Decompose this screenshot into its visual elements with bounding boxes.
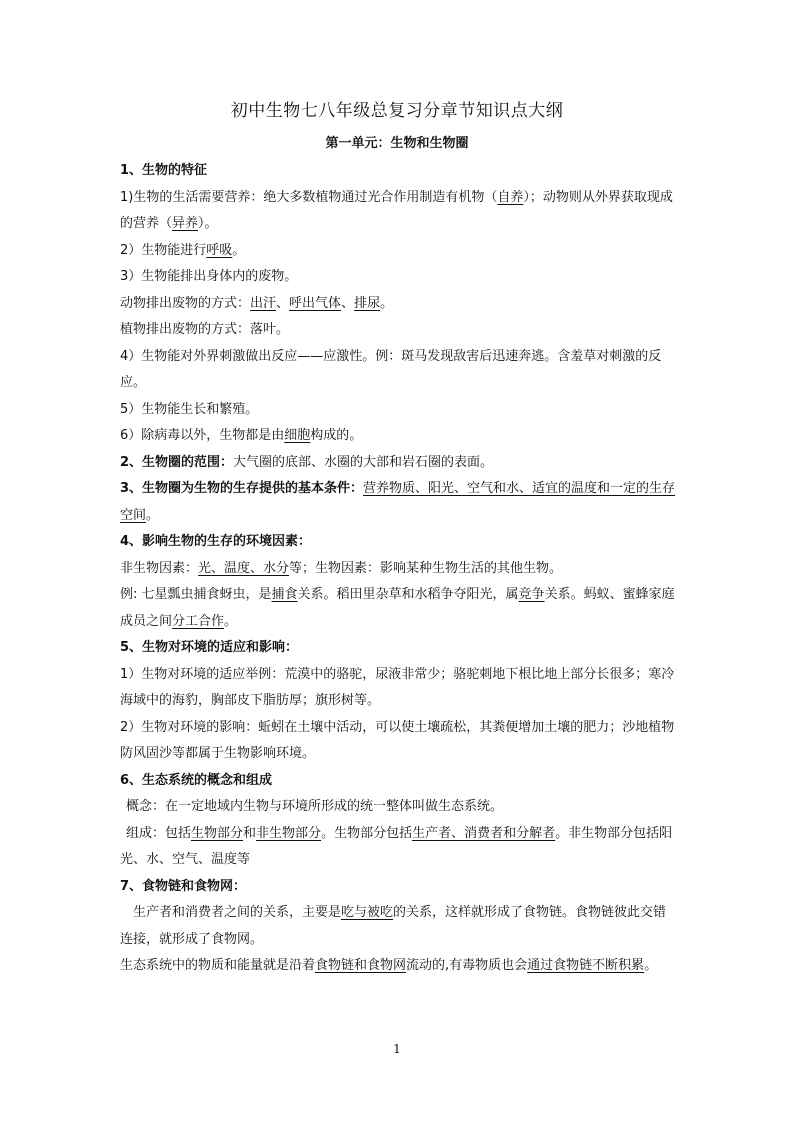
paragraph-growth: 5）生物能生长和繁殖。	[120, 401, 259, 417]
paragraph-ecosystem-composition: 组成：包括生物部分和非生物部分。生物部分包括生产者、消费者和分解者。非生物部分包括阳光、水、空气、温度等	[120, 825, 673, 867]
section-heading-2: 2、生物圈的范围：	[120, 454, 234, 470]
paragraph-animal-excretion: 动物排出废物的方式：出汗、呼出气体、排尿。	[120, 295, 394, 311]
paragraph-factors: 非生物因素：光、温度、水分等；生物因素：影响某种生物生活的其他生物。	[120, 560, 563, 576]
paragraph-influence: 2）生物对环境的影响：蚯蚓在土壤中活动，可以使土壤疏松，其粪便增加土壤的肥力；沙地植物防风固沙等都属于生物影响环境。	[120, 719, 675, 761]
section-basic-conditions: 3、生物圈为生物的生存提供的基本条件：营养物质、阳光、空气和水、适宜的温度和一定的生存空间。	[120, 481, 676, 523]
unit-title: 第一单元：生物和生物圈	[325, 136, 469, 151]
section-heading-7: 7、食物链和食物网：	[120, 878, 247, 894]
section-heading-4: 4、影响生物的生存的环境因素：	[120, 534, 312, 549]
paragraph-plant-excretion: 植物排出废物的方式：落叶。	[120, 322, 290, 337]
paragraph-response: 4）生物能对外界刺激做出反应——应激性。例：斑马发现敌害后迅速奔逃。含羞草对刺激的反应。	[120, 348, 662, 390]
paragraph-food-chain: 生产者和消费者之间的关系，主要是吃与被吃的关系，这样就形成了食物链。食物链彼此交错连接，就形成了食物网。	[120, 905, 667, 947]
paragraph-energy-flow: 生态系统中的物质和能量就是沿着食物链和食物网流动的,有毒物质也会通过食物链不断积累。	[120, 958, 658, 973]
document-title: 初中生物七八年级总复习分章节知识点大纲	[230, 101, 564, 121]
paragraph-cells: 6）除病毒以外，生物都是由细胞构成的。	[120, 428, 363, 443]
paragraph-respiration: 2）生物能进行呼吸。	[120, 242, 246, 258]
paragraph-relations-example: 例: 七星瓢虫捕食蚜虫，是捕食关系。稻田里杂草和水稻争夺阳光，属竞争关系。蚂蚁、蜜蜂家庭成员之间分工合作。	[120, 587, 675, 629]
paragraph-ecosystem-concept: 概念：在一定地域内生物与环境所形成的统一整体叫做生态系统。	[126, 799, 504, 814]
paragraph-excretion: 3）生物能排出身体内的废物。	[120, 269, 298, 284]
section-heading-3: 3、生物圈为生物的生存提供的基本条件：	[120, 481, 364, 496]
section-heading-5: 5、生物对环境的适应和影响：	[120, 640, 299, 655]
document-body	[120, 158, 676, 980]
section-biosphere-range: 2、生物圈的范围：大气圈的底部、水圈的大部和岩石圈的表面。	[120, 454, 494, 470]
paragraph-nutrition: 1)生物的生活需要营养：绝大多数植物通过光合作用制造有机物（自养）；动物则从外界获取现成的营养（异养）。	[120, 189, 673, 231]
section-heading-6: 6、生态系统的概念和组成	[120, 772, 273, 788]
section-heading-1: 1、生物的特征	[120, 163, 208, 178]
paragraph-adaptation: 1）生物对环境的适应举例：荒漠中的骆驼，尿液非常少；骆驼刺地下根比地上部分长很多；寒冷海域中的海豹，胸部皮下脂肪厚；旗形树等。	[120, 666, 675, 708]
page-number: 1	[393, 1042, 401, 1056]
